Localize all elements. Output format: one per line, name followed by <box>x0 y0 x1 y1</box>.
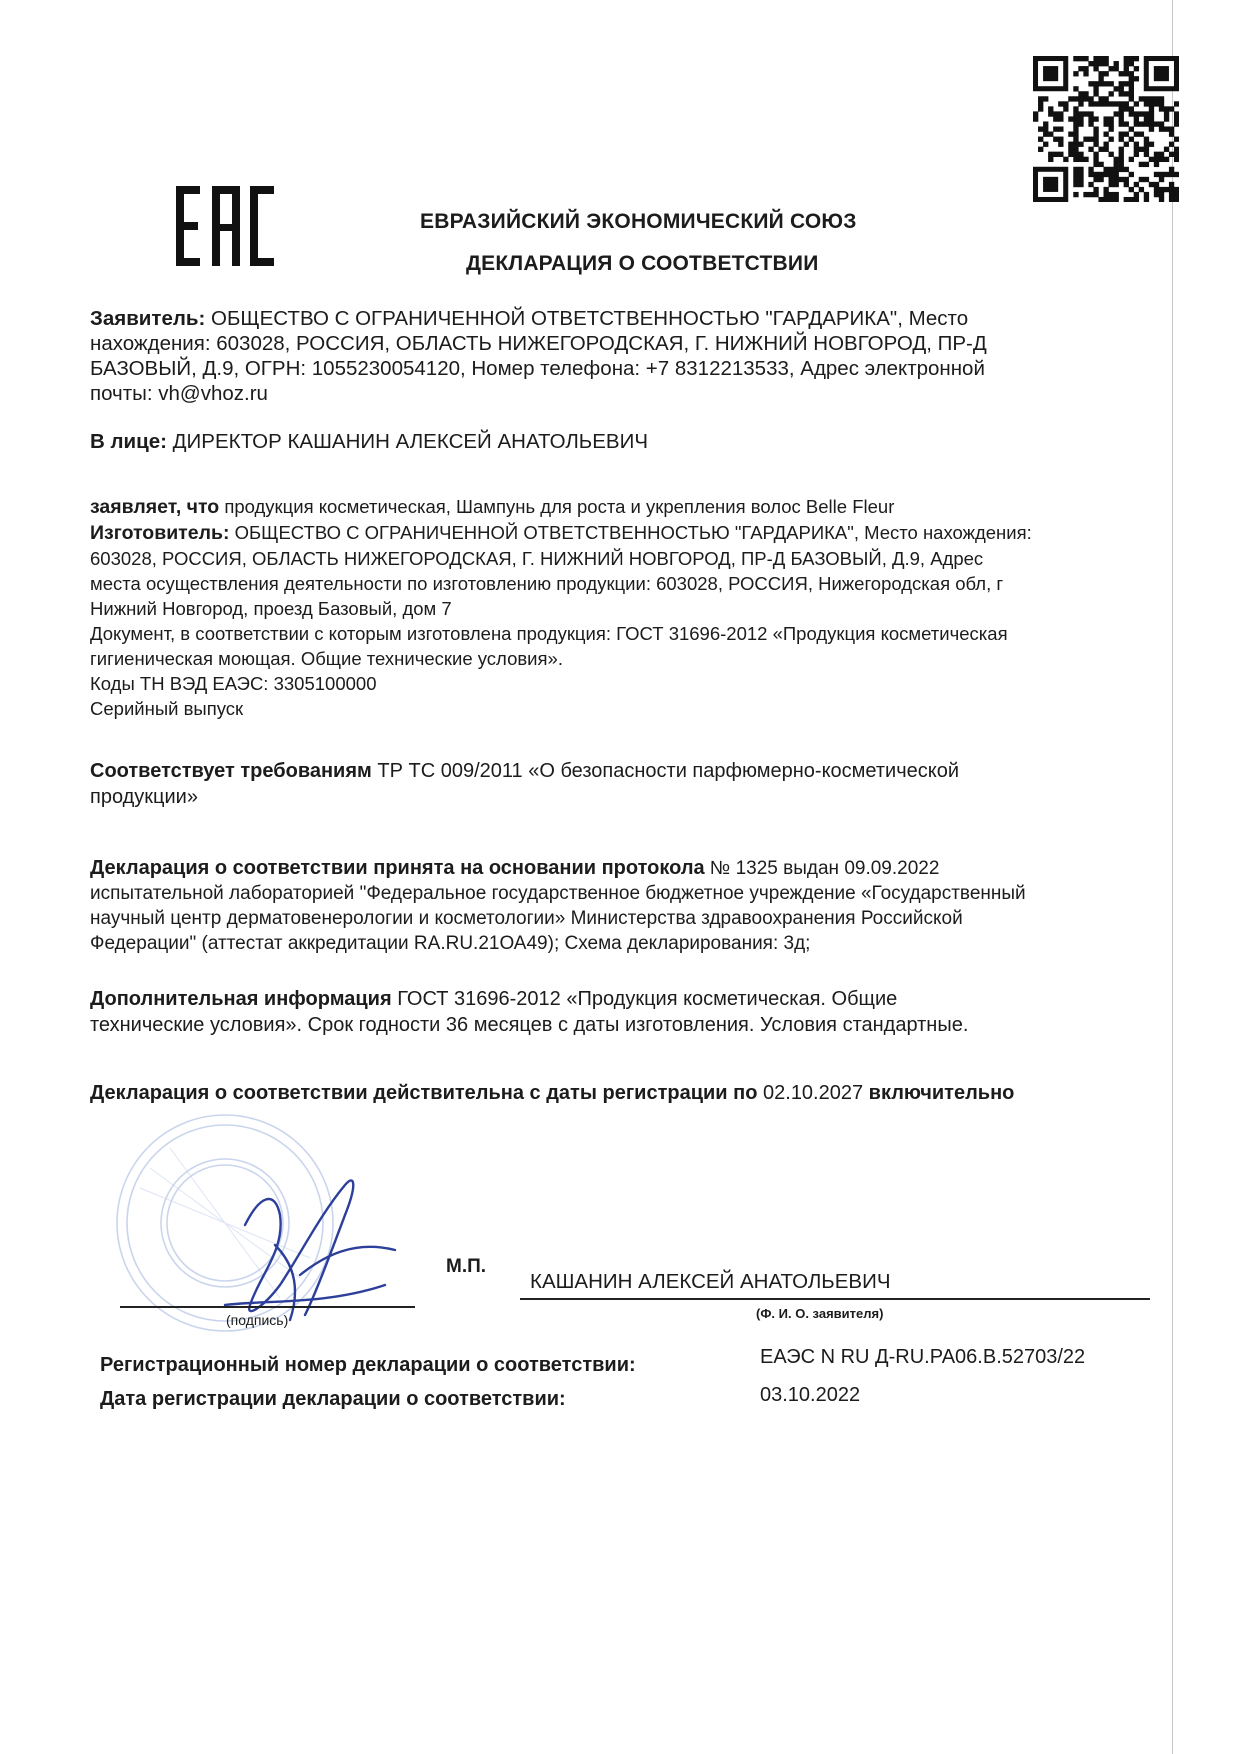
applicant-line: нахождения: 603028, РОССИЯ, ОБЛАСТЬ НИЖЕГОРОДСКАЯ, Г. НИЖНИЙ НОВГОРОД, ПР-Д <box>90 332 987 355</box>
representative-label: В лице: <box>90 430 167 453</box>
union-heading: ЕВРАЗИЙСКИЙ ЭКОНОМИЧЕСКИЙ СОЮЗ <box>420 210 857 233</box>
manufacturer-line: Нижний Новгород, проезд Базовый, дом 7 <box>90 598 452 619</box>
protocol-line: научный центр дерматовенерологии и косметологии» Министерства здравоохранения Российской <box>90 908 963 929</box>
additional-line: технические условия». Срок годности 36 месяцев с даты изготовления. Условия стандартные. <box>90 1014 969 1036</box>
applicant-line: почты: vh@vhoz.ru <box>90 382 268 405</box>
registration-date-label: Дата регистрации декларации о соответствии: <box>100 1388 566 1410</box>
validity-date: 02.10.2027 <box>757 1082 869 1104</box>
eac-logo <box>176 186 274 266</box>
product-description: продукция косметическая, Шампунь для роста и укрепления волос Belle Fleur <box>219 496 895 517</box>
representative-row <box>90 430 1175 454</box>
document-title: ДЕКЛАРАЦИЯ О СООТВЕТСТВИИ <box>466 252 819 275</box>
name-line <box>520 1298 1150 1300</box>
applicant-line: БАЗОВЫЙ, Д.9, ОГРН: 1055230054120, Номер телефона: +7 8312213533, Адрес электронной <box>90 357 985 380</box>
manufacturer-label: Изготовитель: <box>90 522 230 544</box>
manufacturer-line: ОБЩЕСТВО С ОГРАНИЧЕННОЙ ОТВЕТСТВЕННОСТЬЮ "ГАРДАРИКА", Место нахождения: <box>229 522 1032 543</box>
validity-label: Декларация о соответствии действительна с даты регистрации по <box>90 1082 758 1104</box>
manufacturer-line: Коды ТН ВЭД ЕАЭС: 3305100000 <box>90 673 377 694</box>
applicant-line: ОБЩЕСТВО С ОГРАНИЧЕННОЙ ОТВЕТСТВЕННОСТЬЮ "ГАРДАРИКА", Место <box>205 307 969 330</box>
protocol-line: Федерации" (аттестат аккредитации RA.RU.21ОА49); Схема декларирования: 3д; <box>90 933 811 954</box>
handwritten-signature <box>205 1155 425 1335</box>
registration-number-value: ЕАЭС N RU Д-RU.РА06.В.52703/22 <box>760 1346 1086 1368</box>
manufacturer-line: места осуществления деятельности по изготовлению продукции: 603028, РОССИЯ, Нижегородская обл, г <box>90 573 1004 594</box>
validity-suffix: включительно <box>868 1082 1015 1104</box>
seal-place-mark: М.П. <box>446 1256 487 1277</box>
validity-row <box>90 1082 1190 1105</box>
additional-info-block <box>90 986 1175 1038</box>
manufacturer-line: Серийный выпуск <box>90 698 244 719</box>
additional-label: Дополнительная информация <box>90 988 392 1010</box>
conformity-block <box>90 758 1175 810</box>
conformity-label: Соответствует требованиям <box>90 760 372 782</box>
registration-number-label: Регистрационный номер декларации о соответствии: <box>100 1354 636 1376</box>
qr-code <box>1033 56 1179 202</box>
signature-line <box>120 1306 415 1308</box>
protocol-block <box>90 856 1175 956</box>
protocol-line: № 1325 выдан 09.09.2022 <box>704 858 940 879</box>
conformity-line: ТР ТС 009/2011 «О безопасности парфюмерно-косметической <box>371 760 960 782</box>
signature-caption: (подпись) <box>226 1312 289 1328</box>
protocol-label: Декларация о соответствии принята на основании протокола <box>90 857 705 879</box>
product-block <box>90 494 1175 721</box>
representative-value: ДИРЕКТОР КАШАНИН АЛЕКСЕЙ АНАТОЛЬЕВИЧ <box>166 430 648 453</box>
declares-label: заявляет, что <box>90 496 220 518</box>
manufacturer-line: Документ, в соответствии с которым изготовлена продукция: ГОСТ 31696-2012 «Продукция косметическая <box>90 623 1008 644</box>
registration-date-value: 03.10.2022 <box>760 1384 861 1406</box>
conformity-line: продукции» <box>90 786 198 808</box>
manufacturer-line: 603028, РОССИЯ, ОБЛАСТЬ НИЖЕГОРОДСКАЯ, Г. НИЖНИЙ НОВГОРОД, ПР-Д БАЗОВЫЙ, Д.9, Адрес <box>90 548 984 569</box>
protocol-line: испытательной лабораторией "Федеральное государственное бюджетное учреждение «Государственный <box>90 883 1026 904</box>
additional-line: ГОСТ 31696-2012 «Продукция косметическая. Общие <box>391 988 898 1010</box>
applicant-block <box>90 306 1175 406</box>
signer-name: КАШАНИН АЛЕКСЕЙ АНАТОЛЬЕВИЧ <box>530 1270 891 1293</box>
name-caption: (Ф. И. О. заявителя) <box>756 1306 884 1321</box>
manufacturer-line: гигиеническая моющая. Общие технические условия». <box>90 648 563 669</box>
applicant-label: Заявитель: <box>90 307 206 330</box>
